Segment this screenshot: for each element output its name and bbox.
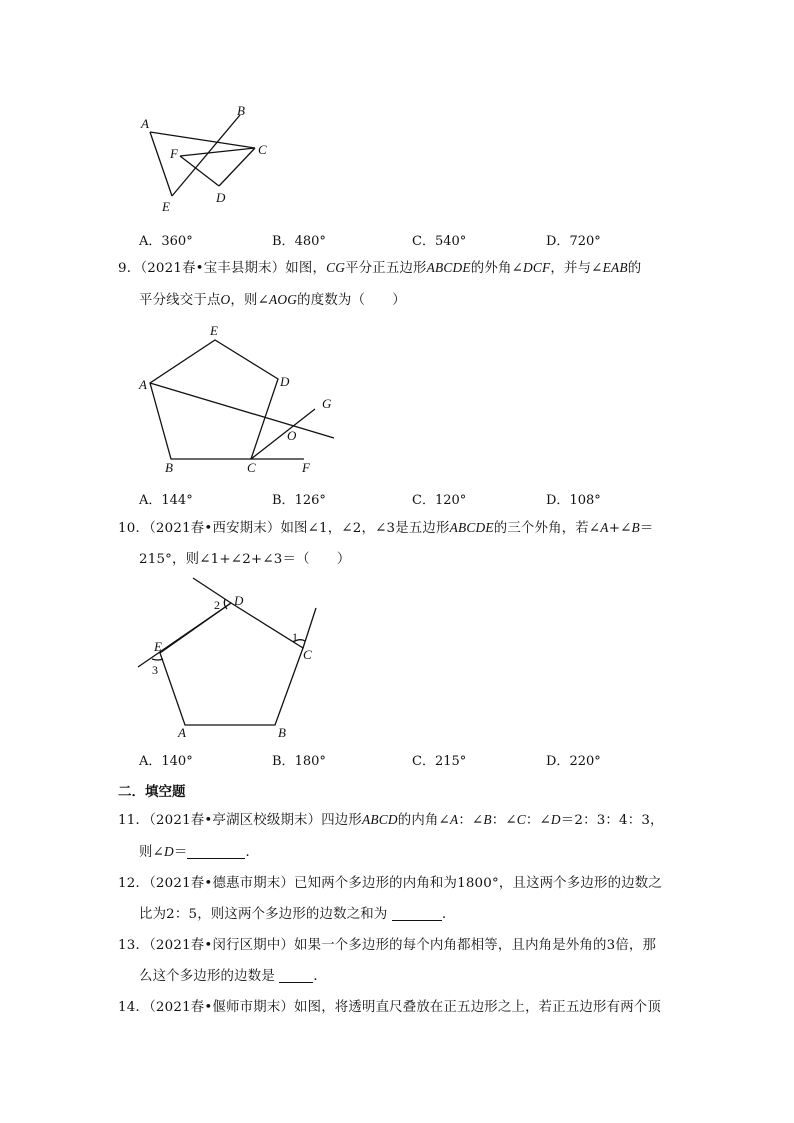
segment-fd [180,156,219,186]
q9-option-c[interactable]: C．120° [412,493,467,508]
label-d: D [234,593,244,608]
label-g: G [322,396,332,411]
bisector-ao [150,383,334,438]
label-angle-3: 3 [152,663,158,677]
q10-option-c[interactable]: C．215° [412,754,467,769]
label-d: D [280,374,290,389]
q9-text-line2: 平分线交于点O，则∠AOG的度数为（ ） [139,292,406,308]
q10-option-d[interactable]: D．220° [546,754,601,769]
label-angle-1: 1 [292,630,298,644]
section-heading: 二．填空题 [118,784,186,800]
q11-text-line1: 11．（2021春•亭湖区校级期末）四边形ABCD的内角∠A：∠B：∠C：∠D＝2：3：4：3， [118,812,664,828]
q9-option-b[interactable]: B．126° [272,493,326,508]
q13-text-line1: 13．（2021春•闵行区期中）如果一个多边形的每个内角都相等，且内角是外角的3倍，那 [118,938,657,953]
label-a: A [178,725,186,740]
q10-text-line1: 10．（2021春•西安期末）如图∠1，∠2，∠3是五边形ABCDE的三个外角，若∠A+∠B＝ [118,520,654,536]
q10-option-b[interactable]: B．180° [272,754,326,769]
label-e: E [162,199,170,214]
arc-angle-3 [152,659,163,660]
figure-q8 [130,100,280,220]
segment-ae [150,132,172,196]
pentagon-abcde [160,603,303,725]
q11-text-line2: 则∠D＝ ． [139,844,260,860]
extension-c [303,608,316,648]
label-b: B [237,103,245,118]
label-d: D [216,190,226,205]
q12-text-line2: 比为2：5，则这两个多边形的边数之和为 ． [139,907,456,922]
label-a: A [139,377,147,392]
q13-text-line2: 么这个多边形的边数是 ． [139,969,327,984]
q9-text-line1: 9．（2021春•宝丰县期末）如图，CG平分正五边形ABCDE的外角∠DCF，并与∠EAB的 [118,260,642,276]
segment-dc [219,148,255,186]
label-f: F [302,460,310,475]
q8-option-b[interactable]: B．480° [272,234,326,249]
q9-option-d[interactable]: D．108° [546,493,601,508]
label-f: F [170,146,178,161]
label-e: E [154,639,162,654]
label-e: E [210,323,218,338]
answer-blank[interactable] [279,968,313,983]
answer-blank[interactable] [187,844,245,859]
label-o: O [287,428,297,443]
q10-text-line2: 215°，则∠1+∠2+∠3＝（ ） [139,552,351,567]
extension-ed [138,603,231,667]
label-b: B [165,460,173,475]
answer-blank[interactable] [392,906,442,921]
q10-option-a[interactable]: A．140° [139,754,193,769]
pentagon-abcde [150,340,278,459]
q14-text-line1: 14．（2021春•偃师市期末）如图，将透明直尺叠放在正五边形之上，若正五边形有两个顶 [118,1000,661,1015]
label-b: B [278,725,286,740]
label-c: C [258,142,267,157]
label-angle-2: 2 [214,598,220,612]
figure-q10 [130,575,330,745]
q8-option-d[interactable]: D．720° [546,234,601,249]
q8-option-a[interactable]: A．360° [139,234,193,249]
segment-ac [150,132,255,148]
q12-text-line1: 12．（2021春•德惠市期末）已知两个多边形的内角和为1800°，且这两个多边形的边数之 [118,876,662,891]
label-c: C [247,460,256,475]
label-a: A [141,116,149,131]
figure-q9 [130,320,350,480]
q8-option-c[interactable]: C．540° [412,234,467,249]
q9-option-a[interactable]: A．144° [139,493,193,508]
label-c: C [303,647,312,662]
segment-fc [180,148,255,156]
